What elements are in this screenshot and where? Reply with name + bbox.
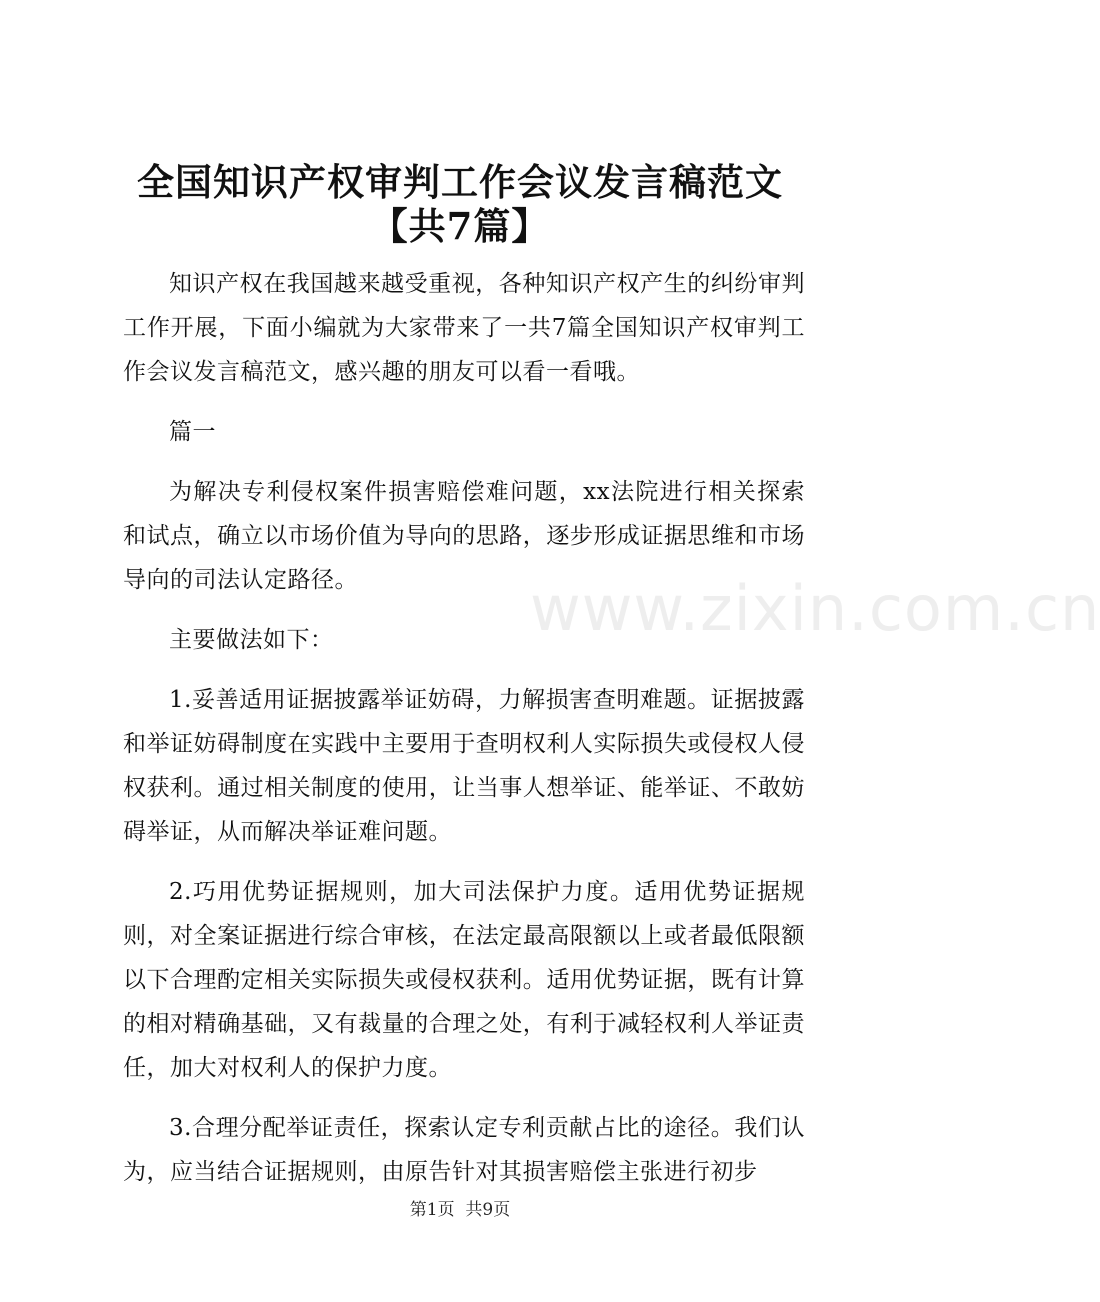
footer-separator [455, 1200, 466, 1220]
section-heading-1: 篇一 [169, 419, 216, 445]
paragraph-purpose: 为解决专利侵权案件损害赔偿难问题，xx法院进行相关探索和试点，确立以市场价值为导向的思路，逐步形成证据思维和市场导向的司法认定路径。 [123, 479, 805, 593]
paragraph-item-1: 1.妥善适用证据披露举证妨碍，力解损害查明难题。证据披露和举证妨碍制度在实践中主要用于查明权利人实际损失或侵权人侵权获利。通过相关制度的使用，让当事人想举证、能举证、不敢妨碍举证，从而解决举证难问题。 [123, 687, 805, 845]
watermark: www.zixin.com.cn [530, 572, 1100, 645]
page-footer [0, 1199, 920, 1221]
page-number: 第1页 [409, 1200, 455, 1220]
document-body [123, 262, 805, 1210]
paragraph-intro: 知识产权在我国越来越受重视，各种知识产权产生的纠纷审判工作开展，下面小编就为大家带来了一共7篇全国知识产权审判工作会议发言稿范文，感兴趣的朋友可以看一看哦。 [123, 271, 805, 385]
document-title: 全国知识产权审判工作会议发言稿范文【共7篇】 [137, 160, 783, 248]
page-total: 共9页 [465, 1200, 511, 1220]
paragraph-methods-heading: 主要做法如下： [169, 627, 334, 653]
paragraph-item-2: 2.巧用优势证据规则，加大司法保护力度。适用优势证据规则，对全案证据进行综合审核，在法定最高限额以上或者最低限额以下合理酌定相关实际损失或侵权获利。适用优势证据，既有计算的相对精确基础，又有裁量的合理之处，有利于减轻权利人举证责任，加大对权利人的保护力度。 [123, 879, 805, 1081]
paragraph-item-3: 3.合理分配举证责任，探索认定专利贡献占比的途径。我们认为，应当结合证据规则，由原告针对其损害赔偿主张进行初步 [123, 1115, 805, 1185]
